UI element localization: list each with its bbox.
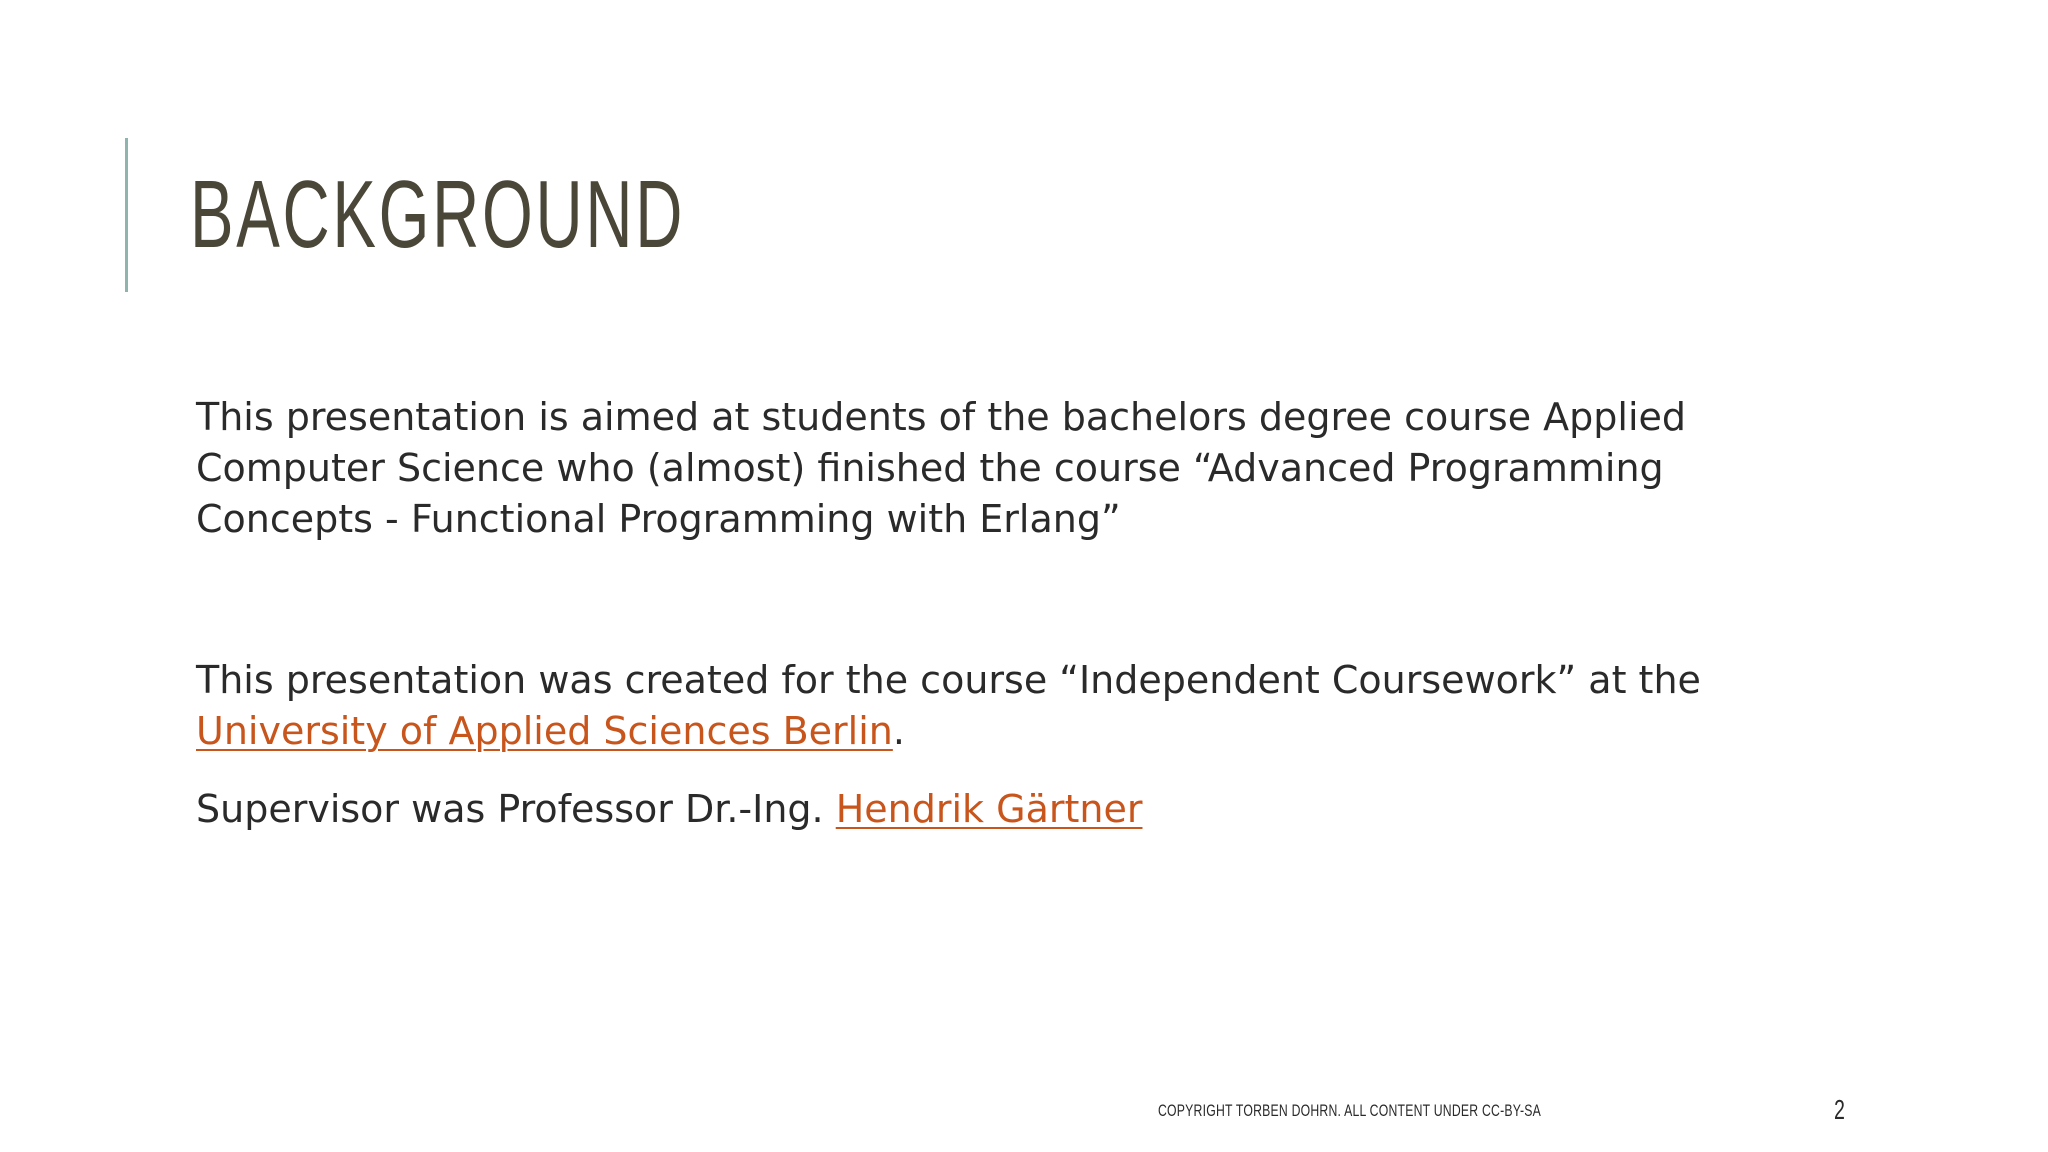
supervisor-link[interactable]: Hendrik Gärtner (835, 787, 1143, 831)
title-accent-bar (125, 138, 128, 292)
supervisor-paragraph (196, 784, 1836, 835)
copyright-footer: COPYRIGHT TORBEN DOHRN. ALL CONTENT UNDER CC-BY-SA (1158, 1101, 1542, 1120)
slide-title: BACKGROUND (190, 161, 686, 268)
university-link[interactable]: University of Applied Sciences Berlin (196, 709, 893, 753)
course-paragraph-period: . (892, 709, 905, 753)
slide-body (196, 392, 1836, 835)
course-paragraph-text: This presentation was created for the course “Independent Coursework” at the (196, 658, 1701, 702)
page-number: 2 (1834, 1094, 1845, 1125)
intro-paragraph: This presentation is aimed at students of the bachelors degree course Applied Computer Science who (almost) finished the course “Advanced Programming Concepts - Functional Programming with Erlang” (196, 395, 1687, 541)
supervisor-text: Supervisor was Professor Dr.-Ing. (196, 787, 836, 831)
course-paragraph (196, 655, 1836, 757)
